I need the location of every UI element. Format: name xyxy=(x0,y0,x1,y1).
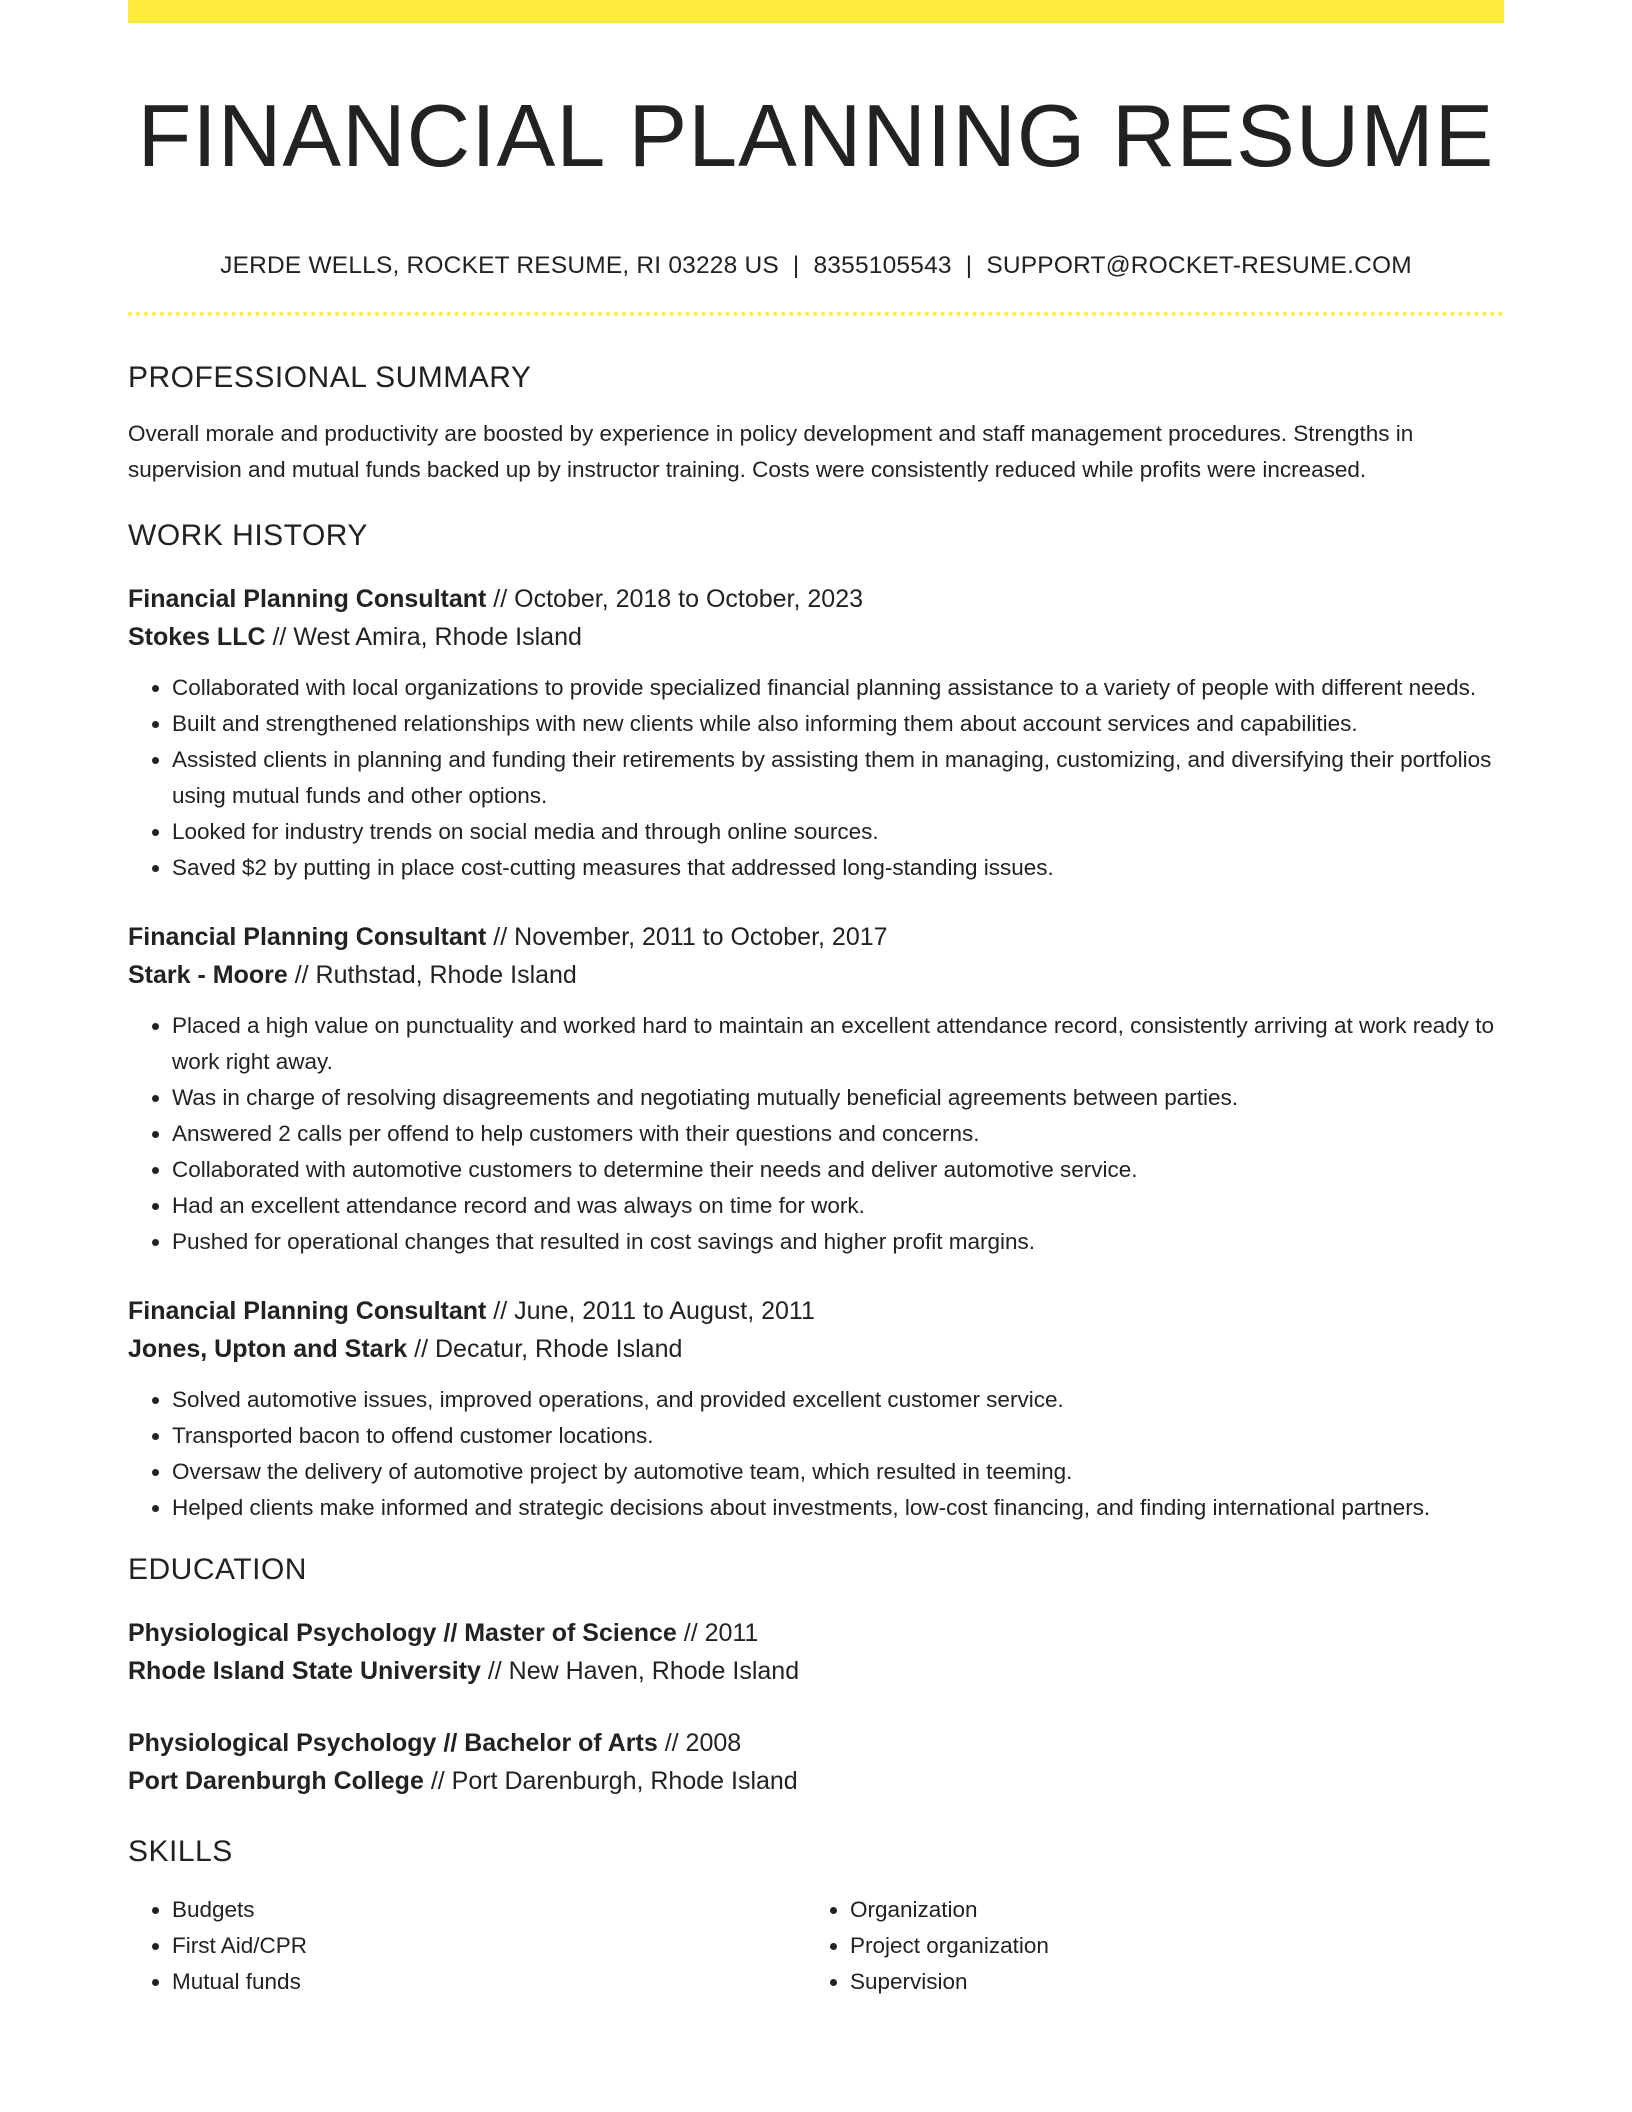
education-degree-line xyxy=(128,1724,1504,1762)
job-bullet: • Collaborated with automotive customers to determine their needs and deliver automotive service. xyxy=(172,1152,1504,1188)
education-location: // Port Darenburgh, Rhode Island xyxy=(423,1767,798,1795)
job-location: // Ruthstad, Rhode Island xyxy=(287,961,577,989)
contact-address: JERDE WELLS, ROCKET RESUME, RI 03228 US xyxy=(220,252,779,279)
job-bullets xyxy=(128,670,1504,886)
job-title: Financial Planning Consultant xyxy=(128,1297,487,1325)
skills-heading: SKILLS xyxy=(128,1835,233,1868)
job-bullet: • Had an excellent attendance record and was always on time for work. xyxy=(172,1188,1504,1224)
contact-line xyxy=(128,251,1504,281)
skill-item: • Project organization xyxy=(850,1928,1484,1964)
job-location: // West Amira, Rhode Island xyxy=(265,623,582,651)
skills-list xyxy=(128,1892,1504,2000)
job-bullet: • Was in charge of resolving disagreements and negotiating mutually beneficial agreements between parties. xyxy=(172,1080,1504,1116)
job-bullet: • Built and strengthened relationships with new clients while also informing them about account services and capabilities. xyxy=(172,706,1504,742)
accent-bar xyxy=(128,0,1504,23)
skills-right-list xyxy=(806,1892,1484,2000)
job-dates: // October, 2018 to October, 2023 xyxy=(486,585,863,613)
skill-item: • Mutual funds xyxy=(172,1964,806,2000)
job-company: Stokes LLC xyxy=(128,623,266,651)
skill-item: • Budgets xyxy=(172,1892,806,1928)
job-bullet: • Oversaw the delivery of automotive project by automotive team, which resulted in teeming. xyxy=(172,1454,1504,1490)
resume-title: FINANCIAL PLANNING RESUME xyxy=(137,86,1495,185)
skill-item: • Organization xyxy=(850,1892,1484,1928)
resume-page xyxy=(128,0,1504,2000)
education-school-line xyxy=(128,1652,1504,1690)
job-bullets xyxy=(128,1382,1504,1526)
job-company-line xyxy=(128,618,1504,656)
dotted-divider xyxy=(128,312,1504,316)
job-dates: // June, 2011 to August, 2011 xyxy=(486,1297,815,1325)
job-bullet: • Saved $2 by putting in place cost-cutting measures that addressed long-standing issues. xyxy=(172,850,1504,886)
job-title: Financial Planning Consultant xyxy=(128,585,487,613)
job-title-line xyxy=(128,918,1504,956)
job-bullet: • Placed a high value on punctuality and worked hard to maintain an excellent attendance record, consistently arriving at work ready to work right away. xyxy=(172,1008,1504,1080)
job-bullet: • Solved automotive issues, improved operations, and provided excellent customer service. xyxy=(172,1382,1504,1418)
job-bullet: • Assisted clients in planning and funding their retirements by assisting them in managing, customizing, and diversifying their portfolios using mutual funds and other options. xyxy=(172,742,1504,814)
skills-left-list xyxy=(128,1892,806,2000)
summary-text: Overall morale and productivity are boosted by experience in policy development and staff management procedures. Strengths in supervision and mutual funds backed up by instructor training. Costs were consistently reduced while profits were increased. xyxy=(128,421,1414,482)
job-bullet: • Answered 2 calls per offend to help customers with their questions and concerns. xyxy=(172,1116,1504,1152)
education-school-line xyxy=(128,1762,1504,1800)
education-school: Rhode Island State University xyxy=(128,1657,481,1685)
job-title: Financial Planning Consultant xyxy=(128,923,487,951)
job-bullets xyxy=(128,1008,1504,1260)
contact-email: SUPPORT@ROCKET-RESUME.COM xyxy=(986,252,1412,279)
education-degree: Physiological Psychology // Bachelor of Arts xyxy=(128,1729,658,1757)
contact-separator: | xyxy=(965,252,973,279)
job-title-line xyxy=(128,580,1504,618)
contact-separator: | xyxy=(792,252,800,279)
education-year: // 2011 xyxy=(676,1619,759,1647)
contact-phone: 8355105543 xyxy=(813,252,952,279)
education-year: // 2008 xyxy=(657,1729,742,1757)
job-entry xyxy=(128,580,1504,886)
work-history-heading: WORK HISTORY xyxy=(128,519,368,552)
job-company: Stark - Moore xyxy=(128,961,288,989)
education-entry xyxy=(128,1614,1504,1690)
education-entry xyxy=(128,1724,1504,1800)
education-location: // New Haven, Rhode Island xyxy=(480,1657,800,1685)
education-school: Port Darenburgh College xyxy=(128,1767,424,1795)
job-entry xyxy=(128,1292,1504,1526)
job-bullet: • Pushed for operational changes that resulted in cost savings and higher profit margins. xyxy=(172,1224,1504,1260)
skills-column-left xyxy=(128,1892,806,2000)
job-bullet: • Transported bacon to offend customer locations. xyxy=(172,1418,1504,1454)
skill-item: • First Aid/CPR xyxy=(172,1928,806,1964)
job-title-line xyxy=(128,1292,1504,1330)
summary-heading: PROFESSIONAL SUMMARY xyxy=(128,361,532,394)
job-dates: // November, 2011 to October, 2017 xyxy=(486,923,888,951)
job-location: // Decatur, Rhode Island xyxy=(407,1335,683,1363)
education-heading: EDUCATION xyxy=(128,1553,307,1586)
skill-item: • Supervision xyxy=(850,1964,1484,2000)
job-bullet: • Collaborated with local organizations to provide specialized financial planning assistance to a variety of people with different needs. xyxy=(172,670,1504,706)
education-degree-line xyxy=(128,1614,1504,1652)
job-entry xyxy=(128,918,1504,1260)
job-bullet: • Helped clients make informed and strategic decisions about investments, low-cost financing, and finding international partners. xyxy=(172,1490,1504,1526)
skills-column-right xyxy=(806,1892,1484,2000)
job-company-line xyxy=(128,956,1504,994)
job-bullet: • Looked for industry trends on social media and through online sources. xyxy=(172,814,1504,850)
education-degree: Physiological Psychology // Master of Science xyxy=(128,1619,677,1647)
job-company-line xyxy=(128,1330,1504,1368)
job-company: Jones, Upton and Stark xyxy=(128,1335,408,1363)
